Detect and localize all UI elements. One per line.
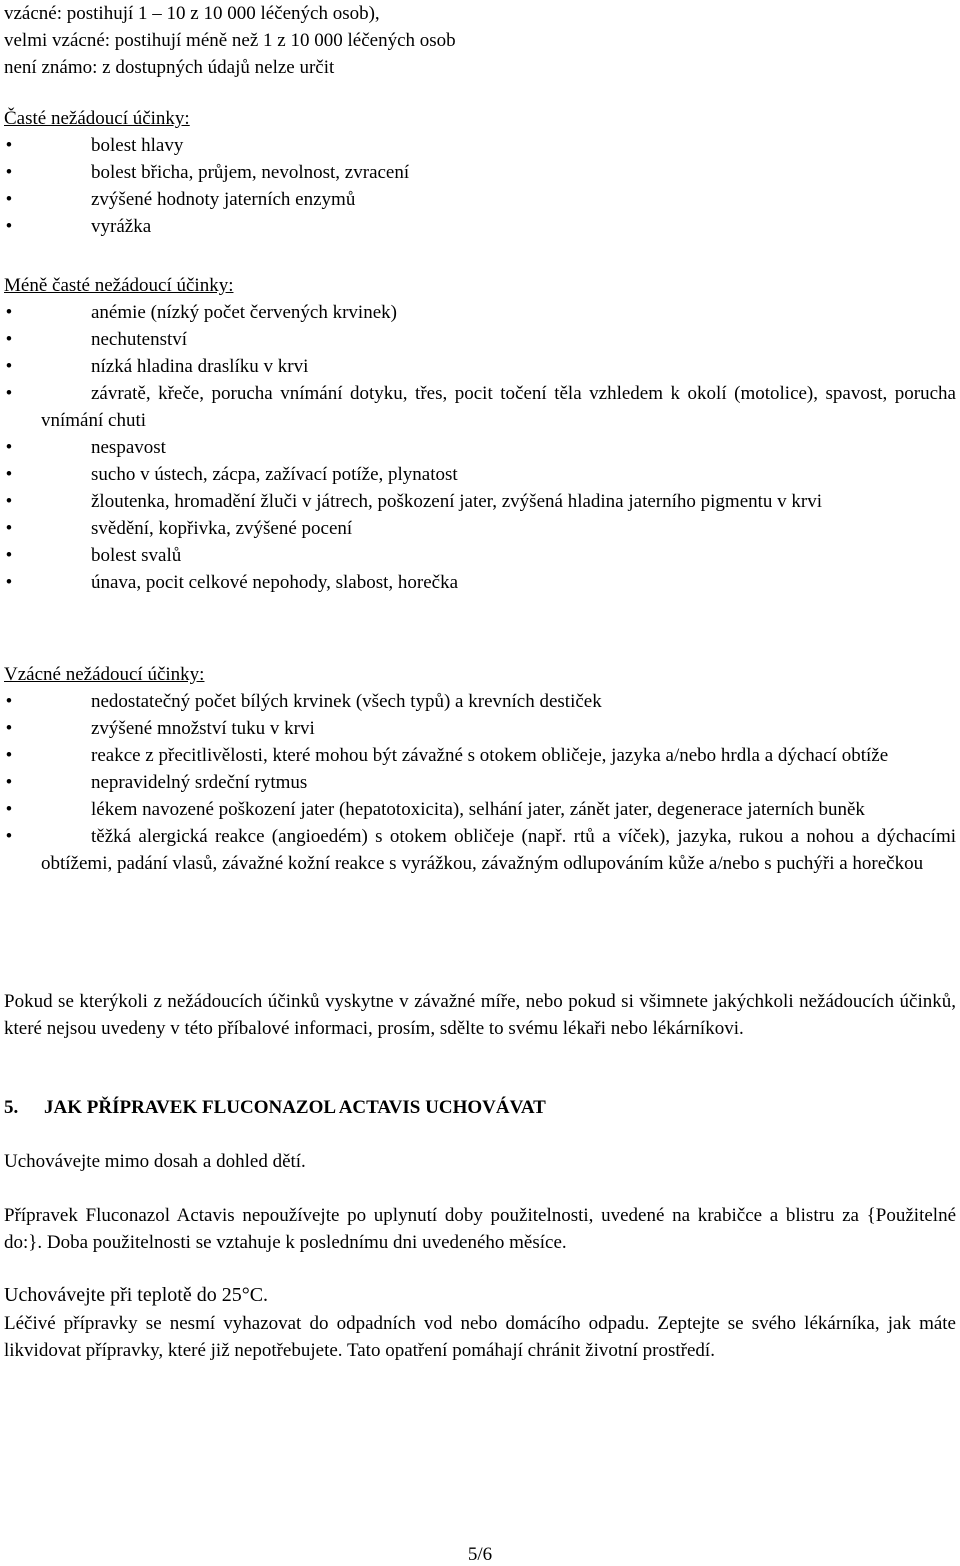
list-item: • lékem navozené poškození jater (hepatotoxicita), selhání jater, zánět jater, degenerace jaterních buněk [4, 796, 956, 823]
list-item: • zvýšené hodnoty jaterních enzymů [4, 186, 956, 213]
bullet-icon: • [5, 772, 13, 793]
list-item: • nechutenství [4, 326, 956, 353]
list-item: • bolest břicha, průjem, nevolnost, zvracení [4, 159, 956, 186]
disposal-paragraph: Léčivé přípravky se nesmí vyhazovat do odpadních vod nebo domácího odpadu. Zeptejte se svého lékárníka, jak máte likvidovat přípravky, které již nepotřebujete. Tato opatření pomáhají chránit životní prostředí. [4, 1313, 956, 1361]
bullet-icon: • [5, 491, 13, 512]
bullet-icon: • [5, 464, 13, 485]
list-item: • anémie (nízký počet červených krvinek) [4, 299, 956, 326]
storage-children: Uchovávejte mimo dosah a dohled dětí. [4, 1151, 306, 1172]
section-5-heading [4, 1094, 956, 1121]
bullet-icon: • [5, 135, 13, 156]
list-item: • vyrážka [4, 213, 956, 240]
list-item: • nespavost [4, 434, 956, 461]
definition-very-rare: velmi vzácné: postihují méně než 1 z 10 000 léčených osob [4, 30, 456, 51]
page-number: 5/6 [467, 1544, 493, 1565]
list-item: • závratě, křeče, porucha vnímání dotyku, třes, pocit točení těla vzhledem k okolí (motolice), spavost, porucha vnímání chuti [4, 380, 956, 434]
list-item: • bolest svalů [4, 542, 956, 569]
section-number: 5. [4, 1097, 19, 1118]
common-effects-heading: Časté nežádoucí účinky: [4, 108, 190, 129]
list-item: • těžká alergická reakce (angioedém) s otokem obličeje (např. rtů a víček), jazyka, rukou a nohou a dýchacími obtížemi, padání vlasů, závažné kožní reakce s vyrážkou, závažným odlupováním kůže a/nebo s puchýři a horečkou [4, 823, 956, 877]
list-item: • svědění, kopřivka, zvýšené pocení [4, 515, 956, 542]
storage-temperature: Uchovávejte při teplotě do 25°C. [4, 1284, 269, 1306]
bullet-icon: • [5, 572, 13, 593]
uncommon-effects-heading: Méně časté nežádoucí účinky: [4, 275, 234, 296]
rare-effects-section [4, 661, 956, 877]
bullet-icon: • [5, 518, 13, 539]
common-effects-section [4, 105, 956, 240]
storage-expiry: Přípravek Fluconazol Actavis nepoužívejte po uplynutí doby použitelnosti, uvedené na krabičce a blistru za {Použitelné do:}. Doba použitelnosti se vztahuje k poslednímu dni uvedeného měsíce. [4, 1205, 956, 1253]
report-paragraph: Pokud se kterýkoli z nežádoucích účinků vyskytne v závažné míře, nebo pokud si všimnete jakýchkoli nežádoucích účinků, které nejsou uvedeny v této příbalové informaci, prosím, sdělte to svému lékaři nebo lékárníkovi. [4, 991, 956, 1039]
list-item: • únava, pocit celkové nepohody, slabost, horečka [4, 569, 956, 596]
uncommon-effects-section [4, 272, 956, 596]
bullet-icon: • [5, 745, 13, 766]
list-item: • zvýšené množství tuku v krvi [4, 715, 956, 742]
bullet-icon: • [5, 356, 13, 377]
bullet-icon: • [5, 799, 13, 820]
section-title: JAK PŘÍPRAVEK FLUCONAZOL ACTAVIS UCHOVÁVAT [44, 1097, 546, 1118]
bullet-icon: • [5, 545, 13, 566]
bullet-icon: • [5, 216, 13, 237]
bullet-icon: • [5, 302, 13, 323]
bullet-icon: • [5, 162, 13, 183]
rare-effects-list [4, 688, 956, 877]
list-item: • nízká hladina draslíku v krvi [4, 353, 956, 380]
common-effects-list [4, 132, 956, 240]
bullet-icon: • [5, 826, 13, 847]
frequency-definitions [4, 0, 456, 81]
list-item: • nepravidelný srdeční rytmus [4, 769, 956, 796]
rare-effects-heading: Vzácné nežádoucí účinky: [4, 664, 205, 685]
definition-unknown: není známo: z dostupných údajů nelze určit [4, 57, 335, 78]
bullet-icon: • [5, 383, 13, 404]
uncommon-effects-list [4, 299, 956, 596]
list-item: • nedostatečný počet bílých krvinek (všech typů) a krevních destiček [4, 688, 956, 715]
list-item: • žloutenka, hromadění žluči v játrech, poškození jater, zvýšená hladina jaterního pigmentu v krvi [4, 488, 956, 515]
list-item: • sucho v ústech, zácpa, zažívací potíže, plynatost [4, 461, 956, 488]
list-item: • reakce z přecitlivělosti, které mohou být závažné s otokem obličeje, jazyka a/nebo hrdla a dýchací obtíže [4, 742, 956, 769]
bullet-icon: • [5, 437, 13, 458]
bullet-icon: • [5, 189, 13, 210]
bullet-icon: • [5, 691, 13, 712]
bullet-icon: • [5, 718, 13, 739]
list-item: • bolest hlavy [4, 132, 956, 159]
definition-rare: vzácné: postihují 1 – 10 z 10 000 léčených osob), [4, 3, 380, 24]
bullet-icon: • [5, 329, 13, 350]
